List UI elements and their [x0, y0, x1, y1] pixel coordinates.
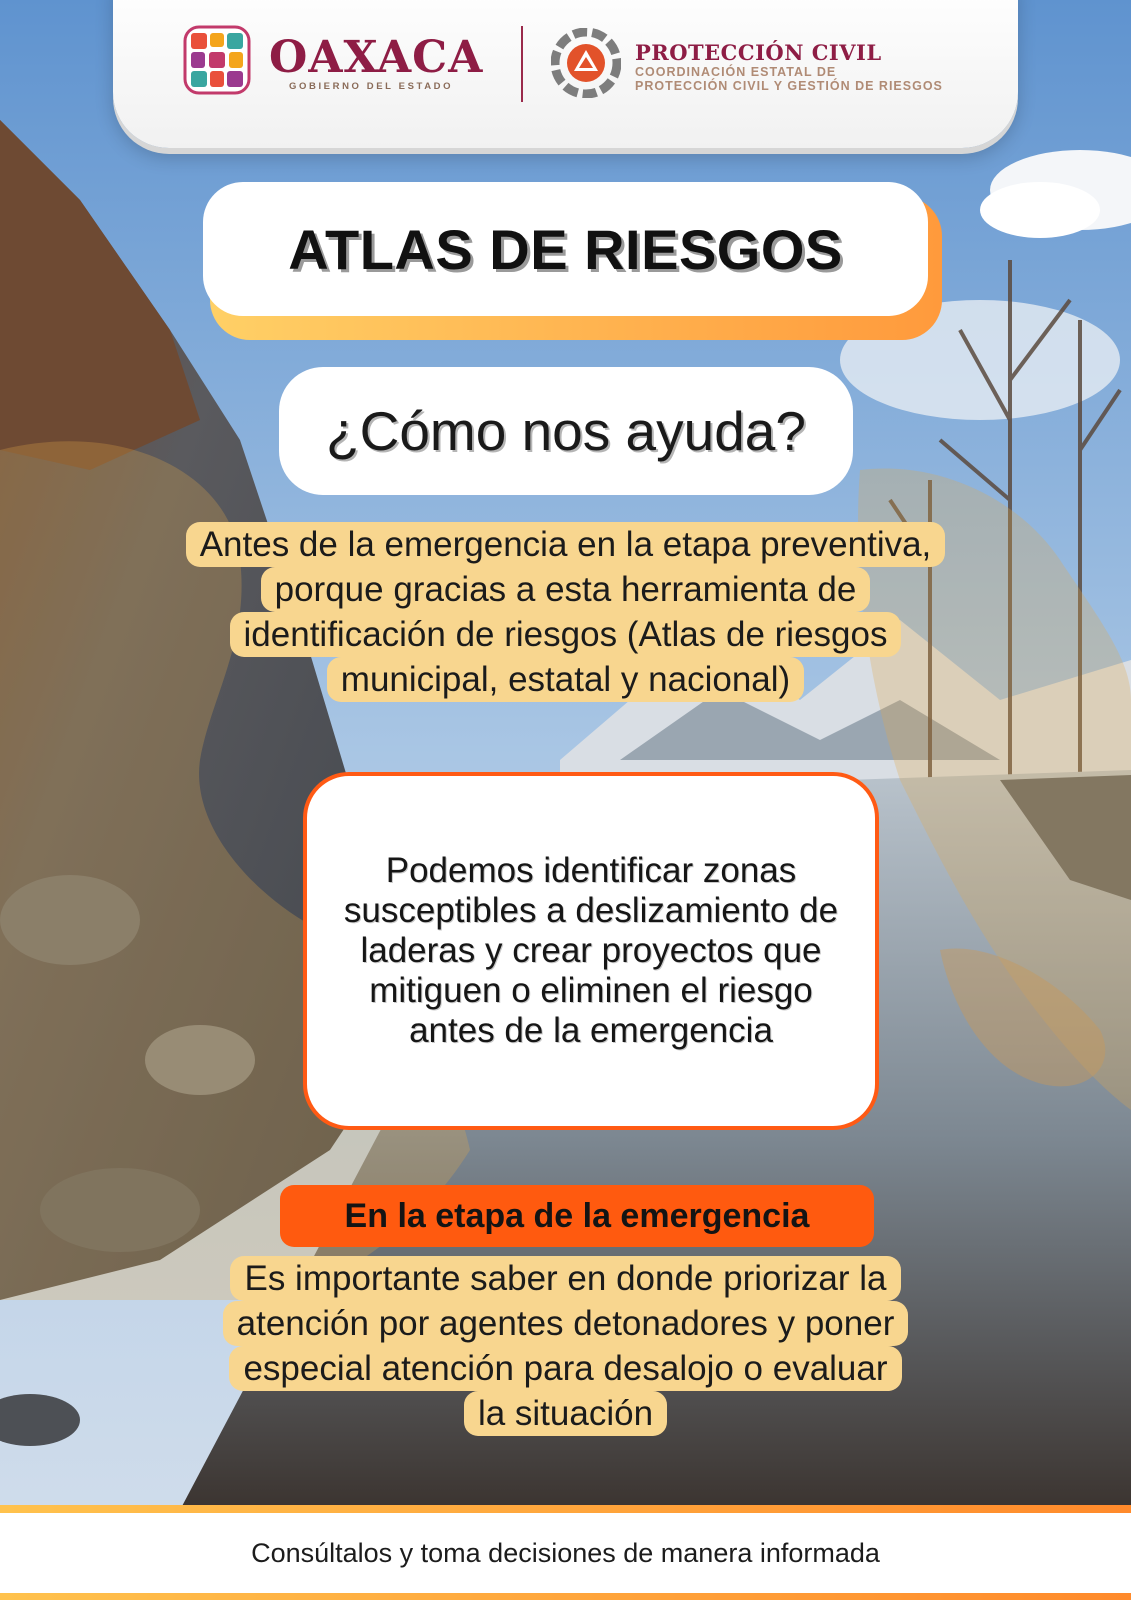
title-box — [203, 182, 928, 316]
footer-text: Consúltalos y toma decisiones de manera informada — [251, 1537, 880, 1568]
page-title: ATLAS DE RIESGOS — [288, 217, 843, 281]
subtitle-box — [279, 367, 853, 495]
proteccion-civil-logo-icon — [551, 28, 621, 98]
preventive-paragraph — [20, 522, 1111, 702]
info-card-text: Podemos identificar zonas susceptibles a deslizamiento de laderas y crear proyectos que mitiguen o eliminen el riesgo antes de la emergencia — [343, 851, 839, 1050]
footer-accent-bar — [0, 1593, 1131, 1600]
paragraph-line: porque gracias a esta herramienta de — [261, 567, 871, 612]
subtitle: ¿Cómo nos ayuda? — [326, 400, 806, 462]
oaxaca-wordmark: OAXACA — [269, 32, 484, 83]
paragraph-line: Antes de la emergencia en la etapa preventiva, — [186, 522, 946, 567]
paragraph-line: la situación — [464, 1391, 667, 1436]
footer-accent-bar — [0, 1505, 1131, 1513]
info-card — [303, 772, 879, 1130]
footer — [0, 1513, 1131, 1593]
header-banner — [113, 0, 1018, 148]
proteccion-civil-subtitle — [635, 65, 943, 93]
paragraph-line: atención por agentes detonadores y poner — [223, 1301, 909, 1346]
proteccion-civil-subtitle-line: PROTECCIÓN CIVIL Y GESTIÓN DE RIESGOS — [635, 79, 943, 93]
emergency-heading-box — [280, 1185, 874, 1247]
oaxaca-logo-icon — [183, 25, 251, 95]
oaxaca-subtitle: GOBIERNO DEL ESTADO — [289, 81, 454, 92]
proteccion-civil-subtitle-line: COORDINACIÓN ESTATAL DE — [635, 65, 837, 79]
paragraph-line: Es importante saber en donde priorizar la — [230, 1256, 900, 1301]
paragraph-line: especial atención para desalojo o evaluar — [229, 1346, 901, 1391]
paragraph-line: identificación de riesgos (Atlas de riesgos — [230, 612, 902, 657]
proteccion-civil-title: PROTECCIÓN CIVIL — [635, 40, 882, 65]
emergency-heading: En la etapa de la emergencia — [344, 1196, 810, 1235]
emergency-paragraph — [20, 1256, 1111, 1436]
paragraph-line: municipal, estatal y nacional) — [327, 657, 804, 702]
header-divider — [521, 26, 523, 102]
